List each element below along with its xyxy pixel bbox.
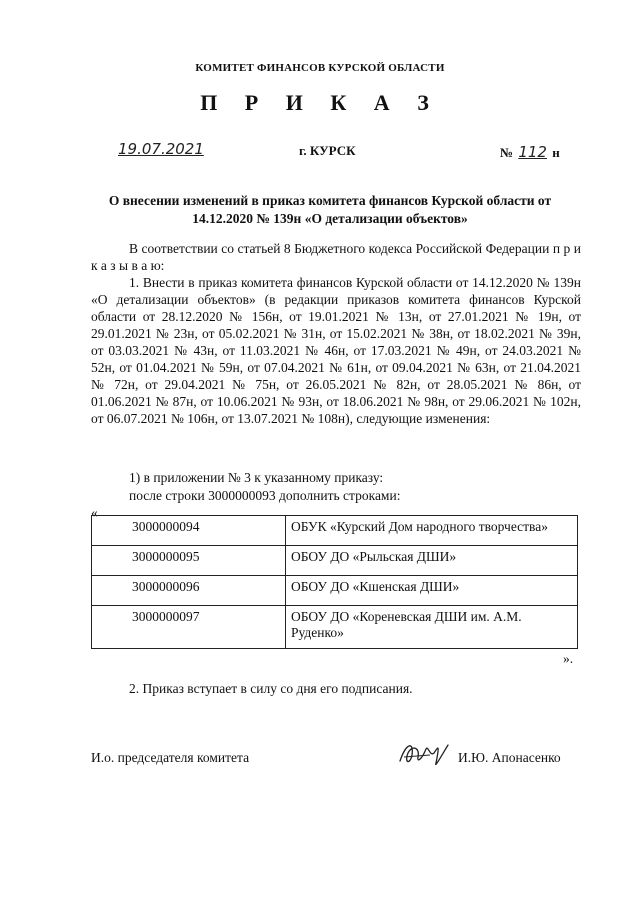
- order-number: [500, 143, 560, 161]
- handwritten-date: 19.07.2021: [118, 140, 204, 158]
- table-row: [92, 546, 578, 576]
- quote-close-mark: ».: [563, 651, 574, 666]
- signatory-name: И.Ю. Апонасенко: [458, 750, 561, 765]
- codes-table: [91, 515, 578, 649]
- table-cell-name: ОБОУ ДО «Кшенская ДШИ»: [286, 576, 578, 606]
- table-cell-name: ОБУК «Курский Дом народного творчества»: [286, 516, 578, 546]
- item-2-paragraph: 2. Приказ вступает в силу со дня его подписания.: [129, 681, 413, 696]
- document-title: П Р И К А З: [200, 90, 440, 115]
- table-row: [92, 606, 578, 649]
- sub-item-1: 1) в приложении № 3 к указанному приказу:: [129, 470, 384, 485]
- table-cell-code: 3000000097: [92, 606, 286, 649]
- signatory-position: И.о. председателя комитета: [91, 750, 250, 765]
- table-row: [92, 516, 578, 546]
- number-label: №: [500, 145, 514, 160]
- quote-open-mark: «: [91, 505, 98, 520]
- table-cell-code: 3000000094: [92, 516, 286, 546]
- table-row: [92, 576, 578, 606]
- handwritten-number: 112: [518, 143, 547, 161]
- intro-paragraph: В соответствии со статьей 8 Бюджетного кодекса Российской Федерации п р и к а з ы в а ю:: [91, 241, 581, 273]
- table-cell-name: ОБОУ ДО «Кореневская ДШИ им. А.М. Руденко»: [286, 606, 578, 649]
- handwritten-signature: [396, 735, 452, 771]
- city: г. КУРСК: [299, 143, 356, 158]
- number-suffix: н: [552, 145, 560, 160]
- table-cell-name: ОБОУ ДО «Рыльская ДШИ»: [286, 546, 578, 576]
- table-cell-code: 3000000095: [92, 546, 286, 576]
- sub-item-1-detail: после строки 3000000093 дополнить строками:: [129, 488, 401, 503]
- order-subject: О внесении изменений в приказ комитета финансов Курской области от 14.12.2020 № 139н «О детализации объектов»: [108, 193, 552, 226]
- table-cell-code: 3000000096: [92, 576, 286, 606]
- organization-name: КОМИТЕТ ФИНАНСОВ КУРСКОЙ ОБЛАСТИ: [195, 62, 445, 74]
- item-1-paragraph: 1. Внести в приказ комитета финансов Курской области от 14.12.2020 № 139н «О детализации объектов» (в редакции приказов комитета финансов Курской области от 28.12.2020 № 156н, от 19.01.2021 № 13н, от 27.01.2021 № 19н, от 29.01.2021 № 23н, от 05.02.2021 № 31н, от 15.02.2021 № 38н, от 18.02.2021 № 39н, от 03.03.2021 № 43н, от 11.03.2021 № 46н, от 17.03.2021 № 49н, от 24.03.2021 № 52н, от 01.04.2021 № 59н, от 07.04.2021 № 61н, от 09.04.2021 № 63н, от 21.04.2021 № 72н, от 29.04.2021 № 75н, от 26.05.2021 № 82н, от 28.05.2021 № 86н, от 01.06.2021 № 87н, от 10.06.2021 № 93н, от 18.06.2021 № 98н, от 29.06.2021 № 102н, от 06.07.2021 № 106н, от 13.07.2021 № 108н), следующие изменения:: [91, 275, 581, 426]
